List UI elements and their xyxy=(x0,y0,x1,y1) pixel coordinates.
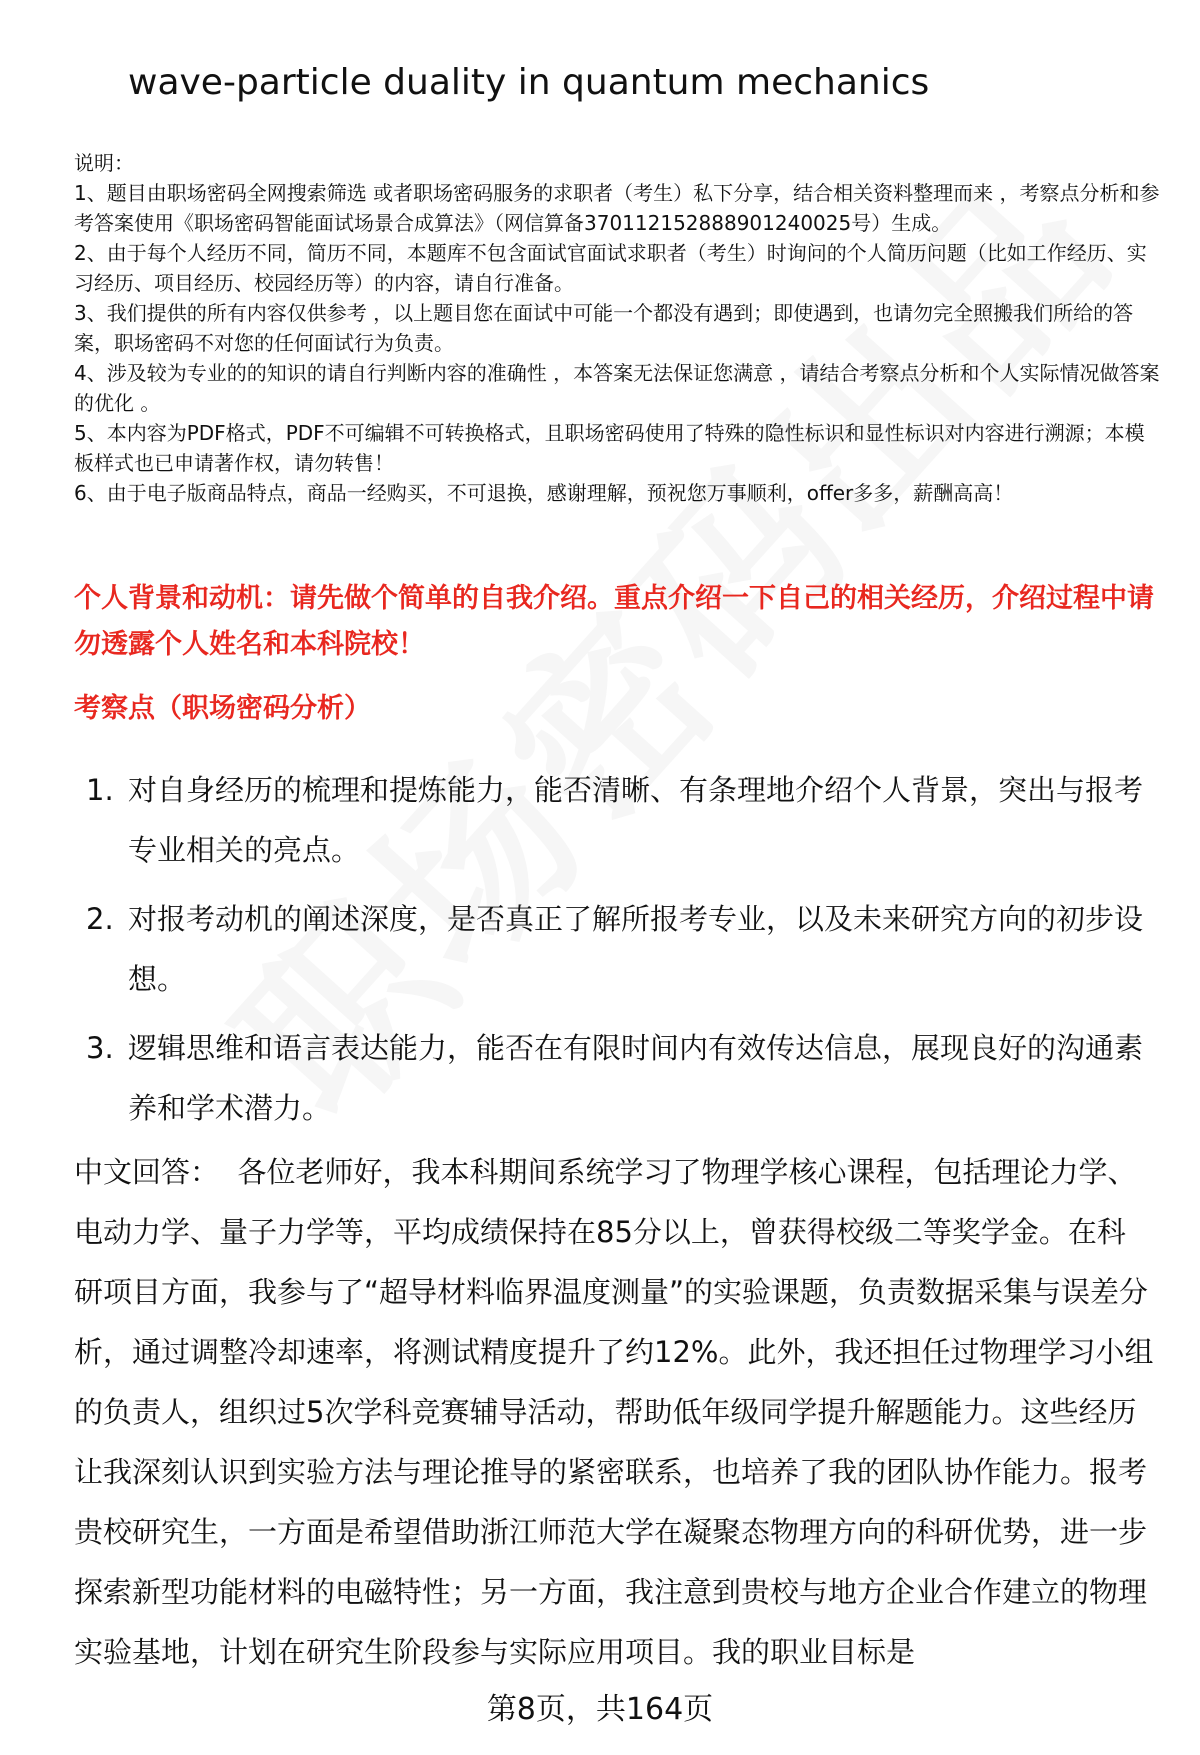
note-item-3: 3、我们提供的所有内容仅供参考 ，以上题目您在面试中可能一个都没有遇到；即使遇到，也请勿完全照搬我们所给的答案，职场密码不对您的任何面试行为负责。 xyxy=(74,301,1134,355)
answer-label: 中文回答： xyxy=(74,1155,220,1189)
analysis-heading: 考察点（职场密码分析） xyxy=(74,693,371,724)
answer-text: 各位老师好，我本科期间系统学习了物理学核心课程，包括理论力学、电动力学、量子力学等，平均成绩保持在85分以上，曾获得校级二等奖学金。在科研项目方面，我参与了“超导材料临界温度测量”的实验课题，负责数据采集与误差分析，通过调整冷却速率，将测试精度提升了约12%。此外，我还担任过物理学习小组的负责人，组织过5次学科竞赛辅导活动，帮助低年级同学提升解题能力。这些经历让我深刻认识到实验方法与理论推导的紧密联系，也培养了我的团队协作能力。报考贵校研究生，一方面是希望借助浙江师范大学在凝聚态物理方向的科研优势，进一步探索新型功能材料的电磁特性；另一方面，我注意到贵校与地方企业合作建立的物理实验基地，计划在研究生阶段参与实际应用项目。我的职业目标是 xyxy=(74,1155,1154,1669)
point-text: 对报考动机的阐述深度，是否真正了解所报考专业，以及未来研究方向的初步设想。 xyxy=(128,902,1144,996)
note-item-2: 2、由于每个人经历不同，简历不同，本题库不包含面试官面试求职者（考生）时询问的个人简历问题（比如工作经历、实习经历、项目经历、校园经历等）的内容，请自行准备。 xyxy=(74,241,1147,295)
point-number: 2. xyxy=(86,902,114,936)
interview-question: 个人背景和动机：请先做个简单的自我介绍。重点介绍一下自己的相关经历，介绍过程中请勿透露个人姓名和本科院校！ xyxy=(74,583,1154,660)
point-number: 3. xyxy=(86,1031,114,1065)
note-item-4: 4、涉及较为专业的的知识的请自行判断内容的准确性 ，本答案无法保证您满意 ，请结合考察点分析和个人实际情况做答案的优化 。 xyxy=(74,361,1160,415)
note-item-5: 5、本内容为PDF格式，PDF不可编辑不可转换格式，且职场密码使用了特殊的隐性标识和显性标识对内容进行溯源；本模板样式也已申请著作权，请勿转售！ xyxy=(74,421,1145,475)
point-number: 1. xyxy=(86,773,114,807)
answer-section xyxy=(74,1142,1154,1682)
analysis-points xyxy=(86,760,1166,1147)
analysis-point xyxy=(86,1018,1166,1138)
analysis-point xyxy=(86,760,1166,880)
page-indicator: 第8页，共164页 xyxy=(486,1692,714,1727)
document-title: wave-particle duality in quantum mechanics xyxy=(128,62,930,103)
notes-heading: 说明： xyxy=(74,151,134,175)
point-text: 对自身经历的梳理和提炼能力，能否清晰、有条理地介绍个人背景，突出与报考专业相关的亮点。 xyxy=(128,773,1144,867)
analysis-point xyxy=(86,889,1166,1009)
notes-section xyxy=(74,148,1164,508)
point-text: 逻辑思维和语言表达能力，能否在有限时间内有效传达信息，展现良好的沟通素养和学术潜力。 xyxy=(128,1031,1144,1125)
note-item-6: 6、由于电子版商品特点，商品一经购买，不可退换，感谢理解，预祝您万事顺利，offer多多，薪酬高高！ xyxy=(74,481,1014,505)
note-item-1: 1、题目由职场密码全网搜索筛选 或者职场密码服务的求职者（考生）私下分享，结合相关资料整理而来 ，考察点分析和参考答案使用《职场密码智能面试场景合成算法》（网信算备370112152888901240025号）生成。 xyxy=(74,181,1160,235)
